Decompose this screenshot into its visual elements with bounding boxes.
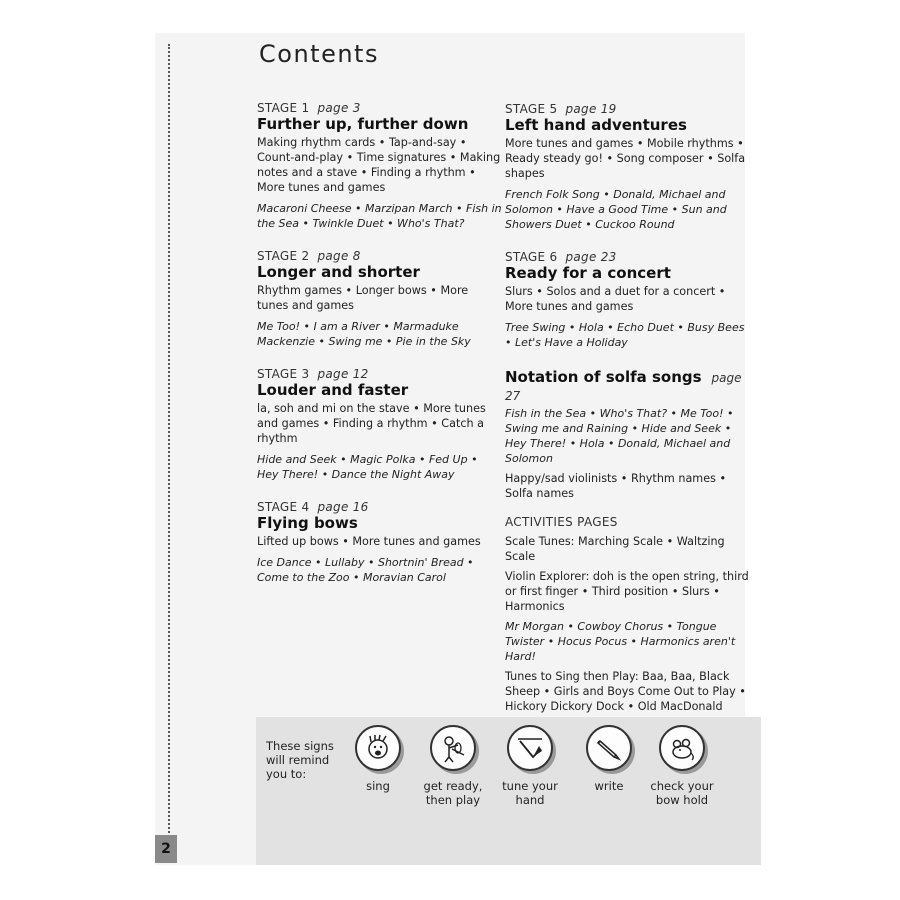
stage-label: STAGE 3 page 12 — [257, 367, 369, 381]
right-column — [505, 102, 750, 714]
hand-tuning-icon — [507, 725, 553, 771]
sign-label: tune your hand — [502, 779, 558, 807]
pencil-icon — [586, 725, 632, 771]
stage-page-ref: page 8 — [317, 249, 361, 263]
notation-songs: Fish in the Sea • Who's That? • Me Too! • Swing me and Raining • Hide and Seek • Hey There! • Hola • Donald, Michael and Solomon — [505, 407, 734, 465]
stage-title: Ready for a concert — [505, 264, 671, 282]
page-title: Contents — [259, 40, 379, 68]
stage-title: Further up, further down — [257, 115, 469, 133]
stage-entry — [257, 367, 502, 482]
notation-title: Notation of solfa songs page 27 — [505, 368, 742, 403]
activities-violin-explorer: Violin Explorer: doh is the open string, third or first finger • Third position • Slurs • Harmonics — [505, 570, 749, 613]
activities-songs: Mr Morgan • Cowboy Chorus • Tongue Twister • Hocus Pocus • Harmonics aren't Hard! — [505, 620, 736, 663]
stage-label: STAGE 5 page 19 — [505, 102, 617, 116]
stage-title: Longer and shorter — [257, 263, 420, 281]
sign-item — [338, 725, 418, 793]
sign-item — [413, 725, 493, 807]
stage-label: STAGE 6 page 23 — [505, 250, 617, 264]
activities-section — [505, 515, 750, 714]
stage-page-ref: page 19 — [565, 102, 617, 116]
sign-label: write — [594, 779, 624, 793]
stage-description: More tunes and games • Mobile rhythms • Ready steady go! • Song composer • Solfa shapes — [505, 137, 746, 180]
singing-face-icon — [355, 725, 401, 771]
stage-description: Making rhythm cards • Tap-and-say • Count-and-play • Time signatures • Making notes and a stave • Finding a rhythm • More tunes and games — [257, 136, 501, 194]
stage-title: Louder and faster — [257, 381, 409, 399]
stage-entry — [505, 250, 750, 350]
stage-page-ref: page 16 — [317, 500, 369, 514]
activities-scale-tunes: Scale Tunes: Marching Scale • Waltzing Scale — [505, 535, 725, 563]
stage-label: STAGE 1 page 3 — [257, 101, 361, 115]
sign-label: check your bow hold — [650, 779, 714, 807]
signs-legend — [256, 717, 761, 865]
stage-songs: Tree Swing • Hola • Echo Duet • Busy Bees • Let's Have a Holiday — [505, 321, 745, 349]
notation-section — [505, 368, 750, 501]
stage-entry — [505, 102, 750, 232]
sign-item — [490, 725, 570, 807]
stage-songs: Macaroni Cheese • Marzipan March • Fish in the Sea • Twinkle Duet • Who's That? — [257, 202, 502, 230]
violinist-icon — [430, 725, 476, 771]
stage-label: STAGE 4 page 16 — [257, 500, 369, 514]
stage-entry — [257, 249, 502, 349]
notation-page-ref: page 27 — [505, 371, 742, 403]
stage-description: Rhythm games • Longer bows • More tunes and games — [257, 284, 469, 312]
stage-songs: French Folk Song • Donald, Michael and Solomon • Have a Good Time • Sun and Showers Duet • Cuckoo Round — [505, 188, 727, 231]
dotted-margin-line — [168, 44, 170, 844]
sign-label: get ready, then play — [423, 779, 483, 807]
sign-item — [569, 725, 649, 793]
stage-description: Lifted up bows • More tunes and games — [257, 535, 481, 548]
activities-tunes-to-sing: Tunes to Sing then Play: Baa, Baa, Black Sheep • Girls and Boys Come Out to Play • Hickory Dickory Dock • Old MacDonald — [505, 670, 746, 713]
signs-lead-text: These signs will remind you to: — [266, 739, 334, 781]
stage-entry — [257, 500, 502, 585]
notation-extra: Happy/sad violinists • Rhythm names • Solfa names — [505, 472, 727, 500]
mouse-icon — [659, 725, 705, 771]
stage-songs: Ice Dance • Lullaby • Shortnin' Bread • Come to the Zoo • Moravian Carol — [257, 556, 474, 584]
stage-songs: Hide and Seek • Magic Polka • Fed Up • Hey There! • Dance the Night Away — [257, 453, 478, 481]
sign-label: sing — [366, 779, 390, 793]
left-column — [257, 101, 502, 603]
stage-entry — [257, 101, 502, 231]
stage-page-ref: page 3 — [317, 101, 361, 115]
stage-description: la, soh and mi on the stave • More tunes and games • Finding a rhythm • Catch a rhythm — [257, 402, 486, 445]
stage-title: Flying bows — [257, 514, 358, 532]
stage-title: Left hand adventures — [505, 116, 687, 134]
stage-page-ref: page 23 — [565, 250, 617, 264]
activities-label: ACTIVITIES PAGES — [505, 515, 618, 529]
page-number: 2 — [155, 835, 177, 863]
stage-page-ref: page 12 — [317, 367, 369, 381]
stage-description: Slurs • Solos and a duet for a concert • More tunes and games — [505, 285, 726, 313]
stage-songs: Me Too! • I am a River • Marmaduke Mackenzie • Swing me • Pie in the Sky — [257, 320, 471, 348]
stage-label: STAGE 2 page 8 — [257, 249, 361, 263]
sign-item — [642, 725, 722, 807]
